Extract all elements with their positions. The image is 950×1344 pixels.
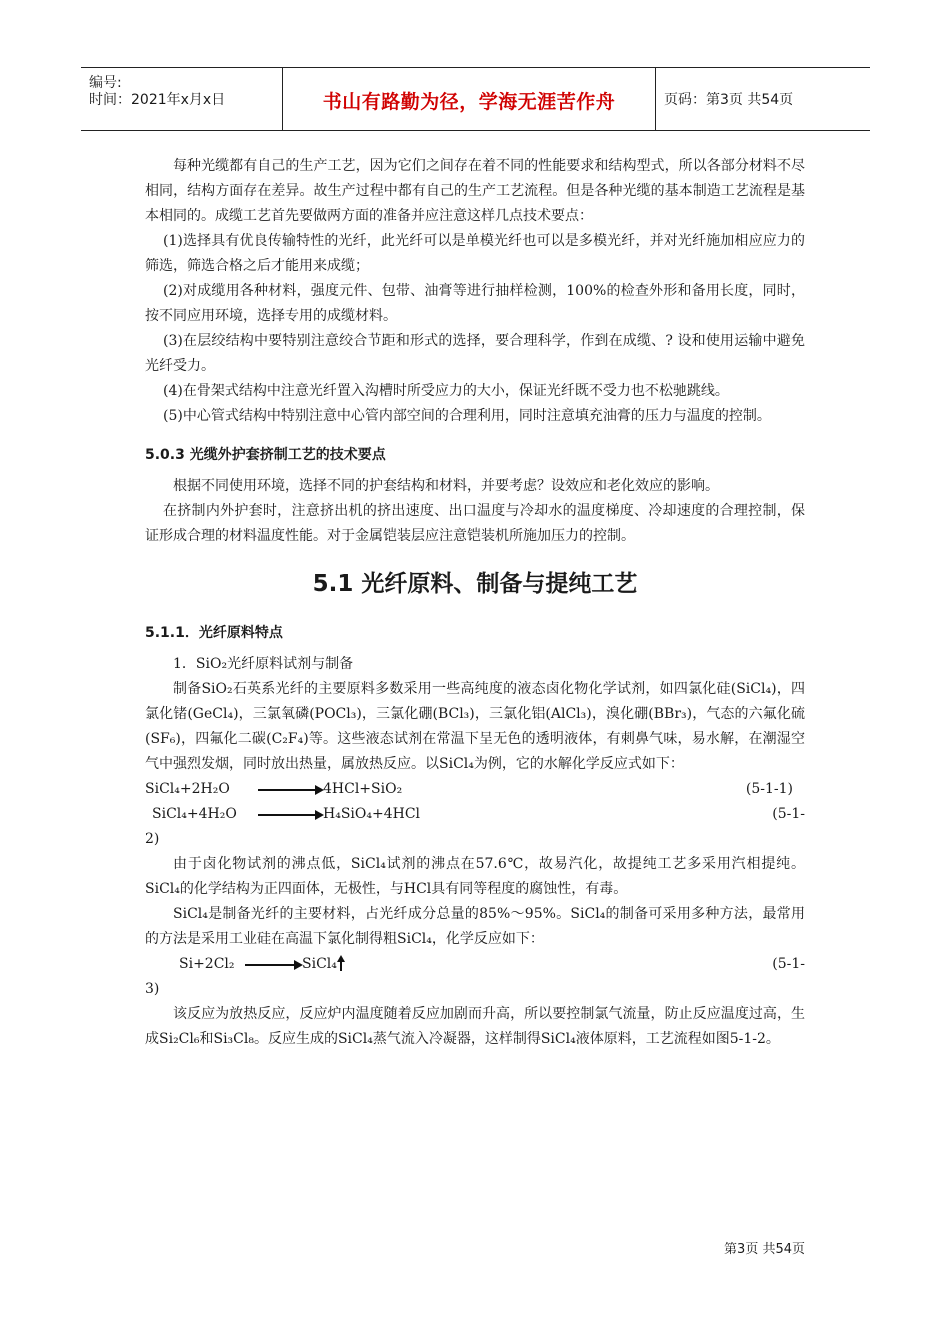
equation-5-1-1 bbox=[145, 777, 805, 802]
document-body bbox=[145, 154, 805, 1052]
right-arrow-icon bbox=[258, 789, 316, 791]
header-page-cell bbox=[654, 68, 870, 130]
up-arrow-icon bbox=[337, 955, 345, 971]
equation-1-rhs: 4HCl+SiO₂ bbox=[323, 781, 403, 797]
section-503-paragraph-1: 根据不同使用环境，选择不同的护套结构和材料，并要考虑？设效应和老化效应的影响。 bbox=[173, 478, 719, 494]
equation-5-1-2 bbox=[145, 802, 805, 827]
header-motto: 书山有路勤为径，学海无涯苦作舟 bbox=[322, 91, 616, 113]
section-51-heading: 5.1 光纤原料、制备与提纯工艺 bbox=[312, 571, 638, 597]
section-51-paragraph-2: 由于卤化物试剂的沸点低，SiCl₄试剂的沸点在57.6℃，故易汽化，故提纯工艺多采用汽相提纯。SiCl₄的化学结构为正四面体，无极性，与HCl具有同等程度的腐蚀性，有毒。 bbox=[145, 856, 805, 897]
equation-2-lhs: SiCl₄+4H₂O bbox=[152, 806, 237, 822]
intro-item-5: (5)中心管式结构中特别注意中心管内部空间的合理利用，同时注意填充油膏的压力与温度的控制。 bbox=[163, 408, 771, 424]
header-meta-cell bbox=[81, 68, 282, 130]
intro-paragraph: 每种光缆都有自己的生产工艺，因为它们之间存在着不同的性能要求和结构型式，所以各部分材料不尽相同，结构方面存在差异。故生产过程中都有自己的生产工艺流程。但是各种光缆的基本制造工艺流程是基本相同的。成缆工艺首先要做两方面的准备并应注意这样几点技术要点： bbox=[145, 158, 805, 224]
right-arrow-icon bbox=[245, 964, 295, 966]
equation-3-lhs: Si+2Cl₂ bbox=[179, 956, 235, 972]
page-header bbox=[81, 67, 870, 131]
equation-2-number: (5-1- bbox=[772, 806, 805, 822]
section-51-paragraph-1: 制备SiO₂石英系光纤的主要原料多数采用一些高纯度的液态卤化物化学试剂，如四氯化硅(SiCl₄)，四氯化锗(GeCl₄)，三氯氧磷(POCl₃)，三氯化硼(BCl₃)，三氯化铝(AlCl₃)，溴化硼(BBr₃)，气态的六氟化硫(SF₆)，四氟化二碳(C₂F₄)等。这些液态试剂在常温下呈无色的透明液体，有刺鼻气味，易水解，在潮湿空气中强烈发烟，同时放出热量，属放热反应。以SiCl₄为例，它的水解化学反应式如下： bbox=[145, 681, 805, 772]
right-arrow-icon bbox=[258, 814, 316, 816]
equation-1-lhs: SiCl₄+2H₂O bbox=[145, 781, 230, 797]
section-51-paragraph-4: 该反应为放热反应，反应炉内温度随着反应加剧而升高，所以要控制氯气流量，防止反应温度过高，生成Si₂Cl₆和Si₃Cl₈。反应生成的SiCl₄蒸气流入冷凝器，这样制得SiCl₄液体原料，工艺流程如图5-1-2。 bbox=[145, 1006, 805, 1047]
equation-5-1-3 bbox=[145, 952, 805, 977]
intro-item-1: (1)选择具有优良传输特性的光纤，此光纤可以是单模光纤也可以是多模光纤，并对光纤施加相应应力的筛选，筛选合格之后才能用来成缆； bbox=[145, 233, 805, 274]
page-footer: 第3页 共54页 bbox=[724, 1242, 805, 1257]
intro-item-3: (3)在层绞结构中要特别注意绞合节距和形式的选择，要合理科学，作到在成缆、? 设和使用运输中避免光纤受力。 bbox=[145, 333, 805, 374]
equation-1-number: (5-1-1) bbox=[745, 781, 793, 797]
intro-item-4: (4)在骨架式结构中注意光纤置入沟槽时所受应力的大小，保证光纤既不受力也不松驰跳线。 bbox=[163, 383, 729, 399]
section-511-heading: 5.1.1．光纤原料特点 bbox=[145, 625, 283, 641]
header-motto-cell bbox=[282, 68, 656, 130]
header-page-label: 页码：第3页 共54页 bbox=[664, 92, 794, 108]
intro-item-2: (2)对成缆用各种材料，强度元件、包带、油膏等进行抽样检测，100%的检查外形和备用长度，同时，按不同应用环境，选择专用的成缆材料。 bbox=[145, 283, 805, 324]
section-51-item-1: 1．SiO₂光纤原料试剂与制备 bbox=[173, 656, 354, 672]
section-503-paragraph-2: 在挤制内外护套时，注意挤出机的挤出速度、出口温度与冷却水的温度梯度、冷却速度的合理控制，保证形成合理的材料温度性能。对于金属铠装层应注意铠装机所施加压力的控制。 bbox=[145, 503, 805, 544]
equation-3-rhs: SiCl₄ bbox=[302, 956, 337, 972]
equation-2-rhs: H₄SiO₄+4HCl bbox=[323, 806, 421, 822]
equation-2-number-tail: 2) bbox=[145, 831, 160, 847]
section-503-heading: 5.0.3 光缆外护套挤制工艺的技术要点 bbox=[145, 447, 386, 463]
header-time-label: 时间：2021年x月x日 bbox=[89, 92, 226, 108]
section-51-paragraph-3: SiCl₄是制备光纤的主要材料，占光纤成分总量的85%～95%。SiCl₄的制备可采用多种方法，最常用的方法是采用工业硅在高温下氯化制得粗SiCl₄，化学反应如下： bbox=[145, 906, 805, 947]
equation-3-number-tail: 3) bbox=[145, 981, 160, 997]
header-code-label: 编号: bbox=[89, 75, 122, 91]
equation-3-number: (5-1- bbox=[772, 956, 805, 972]
equation-3-rhs-wrap bbox=[302, 952, 345, 977]
